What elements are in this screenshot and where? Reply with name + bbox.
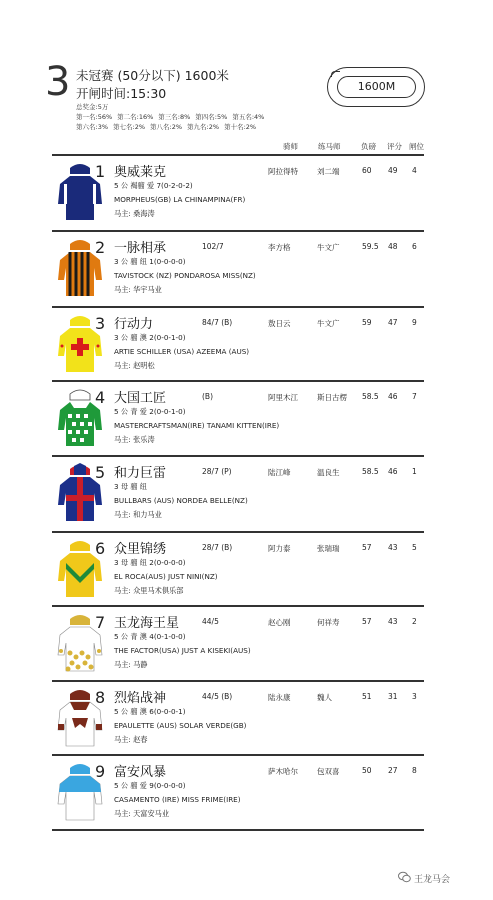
horse-name: 奥威莱克 (114, 165, 167, 180)
rating: 49 (388, 166, 398, 175)
runner-row-6 (52, 534, 424, 606)
track-diagram (327, 67, 427, 109)
prize-split: 第六名:3% (76, 123, 109, 131)
weight-info: 28/7 (B) (202, 543, 233, 552)
jockey-name: 阿力泰 (268, 544, 291, 553)
horse-name: 大国工匠 (114, 391, 167, 406)
horse-description: 3 公 骝 澳 2(0-0-1-0) (114, 333, 186, 342)
owner: 马主: 桑海涛 (114, 209, 155, 218)
trainer-name: 何祥寿 (317, 618, 340, 627)
gate-draw: 8 (412, 766, 417, 775)
load-weight: 57 (362, 543, 372, 552)
runner-row-2 (52, 233, 424, 305)
runner-row-5 (52, 458, 424, 530)
divider (52, 306, 424, 308)
weight-info: 44/5 (B) (202, 692, 233, 701)
owner: 马主: 众里马术俱乐部 (114, 586, 184, 595)
race-number: 3 (45, 59, 71, 105)
runner-number: 3 (95, 314, 106, 333)
load-weight: 58.5 (362, 467, 379, 476)
owner: 马主: 和力马业 (114, 510, 162, 519)
rating: 43 (388, 543, 398, 552)
runner-number: 8 (95, 688, 106, 707)
runner-number: 5 (95, 463, 106, 482)
horse-description: 5 公 青 爱 2(0-0-1-0) (114, 407, 186, 416)
trainer-name: 刘二端 (317, 167, 340, 176)
divider (52, 230, 424, 232)
divider (52, 455, 424, 457)
divider (52, 154, 424, 156)
divider (52, 829, 424, 831)
rating: 31 (388, 692, 398, 701)
runner-number: 9 (95, 762, 106, 781)
divider (52, 605, 424, 607)
runner-number: 2 (95, 238, 106, 257)
track-start-marker-icon (331, 71, 340, 77)
runner-row-9 (52, 757, 424, 829)
track-distance-label: 1600M (337, 76, 416, 98)
weight-info: 84/7 (B) (202, 318, 233, 327)
jockey-name: 赵心刚 (268, 618, 291, 627)
prize-split: 第二名:16% (117, 113, 154, 121)
trainer-name: 牛文广 (317, 319, 340, 328)
owner: 马主: 华宇马业 (114, 285, 162, 294)
horse-description: 3 母 骝 纽 (114, 482, 147, 491)
rating: 48 (388, 242, 398, 251)
pedigree: EPAULETTE (AUS) SOLAR VERDE(GB) (114, 721, 247, 730)
owner: 马主: 赵春 (114, 735, 148, 744)
trainer-name: 牛文广 (317, 243, 340, 252)
prize-split: 第十名:2% (224, 123, 257, 131)
gate-draw: 7 (412, 392, 417, 401)
gate-draw: 2 (412, 617, 417, 626)
horse-description: 3 公 骝 纽 1(0-0-0-0) (114, 257, 186, 266)
prize-split: 第三名:8% (158, 113, 191, 121)
prize-split: 第四名:5% (195, 113, 228, 121)
jockey-name: 陆江峰 (268, 468, 291, 477)
rating: 43 (388, 617, 398, 626)
horse-description: 5 公 骝 澳 6(0-0-0-1) (114, 707, 186, 716)
load-weight: 51 (362, 692, 372, 701)
gate-draw: 5 (412, 543, 417, 552)
owner: 马主: 赵明松 (114, 361, 155, 370)
load-weight: 60 (362, 166, 372, 175)
load-weight: 50 (362, 766, 372, 775)
runner-row-1 (52, 157, 424, 229)
load-weight: 58.5 (362, 392, 379, 401)
rating: 46 (388, 467, 398, 476)
divider (52, 531, 424, 533)
prize-split: 第五名:4% (232, 113, 265, 121)
weight-info: 102/7 (202, 242, 224, 251)
jockey-name: 阿里木江 (268, 393, 298, 402)
column-header-load: 负磅 (361, 142, 376, 151)
pedigree: MORPHEUS(GB) LA CHINAMPINA(FR) (114, 195, 246, 204)
pedigree: CASAMENTO (IRE) MISS FRIME(IRE) (114, 795, 241, 804)
gate-draw: 6 (412, 242, 417, 251)
runner-number: 7 (95, 613, 106, 632)
load-weight: 59.5 (362, 242, 379, 251)
rating: 47 (388, 318, 398, 327)
runner-row-4 (52, 383, 424, 455)
weight-info: (B) (202, 392, 213, 401)
gate-draw: 3 (412, 692, 417, 701)
owner: 马主: 张乐涛 (114, 435, 155, 444)
weight-info: 44/5 (202, 617, 219, 626)
prize-split-line-1 (76, 112, 269, 121)
weight-info: 28/7 (P) (202, 467, 232, 476)
rating: 27 (388, 766, 398, 775)
trainer-name: 魏人 (317, 693, 332, 702)
race-name: 未冠赛 (50分以下) 1600米 (76, 68, 229, 83)
race-time: 开闸时间:15:30 (76, 86, 167, 101)
rating: 46 (388, 392, 398, 401)
horse-name: 富安风暴 (114, 765, 167, 780)
jockey-name: 李方格 (268, 243, 291, 252)
horse-name: 行动力 (114, 317, 154, 332)
horse-description: 5 公 青 澳 4(0-1-0-0) (114, 632, 186, 641)
horse-name: 和力巨雷 (114, 466, 167, 481)
runner-row-8 (52, 683, 424, 755)
horse-description: 3 母 骝 纽 2(0-0-0-0) (114, 558, 186, 567)
jockey-name: 阿拉得特 (268, 167, 298, 176)
prize-split: 第九名:2% (187, 123, 220, 131)
pedigree: TAVISTOCK (NZ) PONDAROSA MISS(NZ) (114, 271, 256, 280)
runner-number: 4 (95, 388, 106, 407)
trainer-name: 包双喜 (317, 767, 340, 776)
pedigree: THE FACTOR(USA) JUST A KISEKI(AUS) (114, 646, 251, 655)
horse-name: 一脉相承 (114, 241, 167, 256)
pedigree: MASTERCRAFTSMAN(IRE) TANAMI KITTEN(IRE) (114, 421, 280, 430)
trainer-name: 斯日古楞 (317, 393, 347, 402)
load-weight: 59 (362, 318, 372, 327)
prize-split: 第一名:56% (76, 113, 113, 121)
trainer-name: 温良生 (317, 468, 340, 477)
divider (52, 380, 424, 382)
runner-row-3 (52, 309, 424, 381)
pedigree: BULLBARS (AUS) NORDEA BELLE(NZ) (114, 496, 248, 505)
divider (52, 680, 424, 682)
prize-total: 总奖金:5万 (76, 103, 109, 111)
prize-split: 第七名:2% (113, 123, 146, 131)
owner: 马主: 天富安马业 (114, 809, 170, 818)
runner-row-7 (52, 608, 424, 680)
wechat-icon (398, 871, 411, 883)
jockey-name: 萨木哈尔 (268, 767, 298, 776)
runner-number: 1 (95, 162, 106, 181)
horse-name: 众里锦绣 (114, 542, 167, 557)
column-header-rating: 评分 (387, 142, 402, 151)
owner: 马主: 马静 (114, 660, 148, 669)
prize-split: 第八名:2% (150, 123, 183, 131)
column-header-gate: 闸位 (409, 142, 424, 151)
horse-description: 5 公 骝 爱 9(0-0-0-0) (114, 781, 186, 790)
pedigree: ARTIE SCHILLER (USA) AZEEMA (AUS) (114, 347, 250, 356)
trainer-name: 张瑞瑞 (317, 544, 340, 553)
gate-draw: 9 (412, 318, 417, 327)
jockey-name: 敖日云 (268, 319, 291, 328)
horse-name: 玉龙海王星 (114, 616, 180, 631)
divider (52, 754, 424, 756)
runner-number: 6 (95, 539, 106, 558)
pedigree: EL ROCA(AUS) JUST NINI(NZ) (114, 572, 218, 581)
gate-draw: 4 (412, 166, 417, 175)
gate-draw: 1 (412, 467, 417, 476)
column-header-jockey: 骑师 (283, 142, 298, 151)
watermark-text: 王龙马会 (414, 875, 451, 885)
prize-split-line-2 (76, 122, 261, 131)
horse-name: 烈焰战神 (114, 691, 167, 706)
jockey-name: 陆永康 (268, 693, 291, 702)
horse-description: 5 公 褐骝 爱 7(0-2-0-2) (114, 181, 193, 190)
column-header-trainer: 练马师 (318, 142, 341, 151)
load-weight: 57 (362, 617, 372, 626)
